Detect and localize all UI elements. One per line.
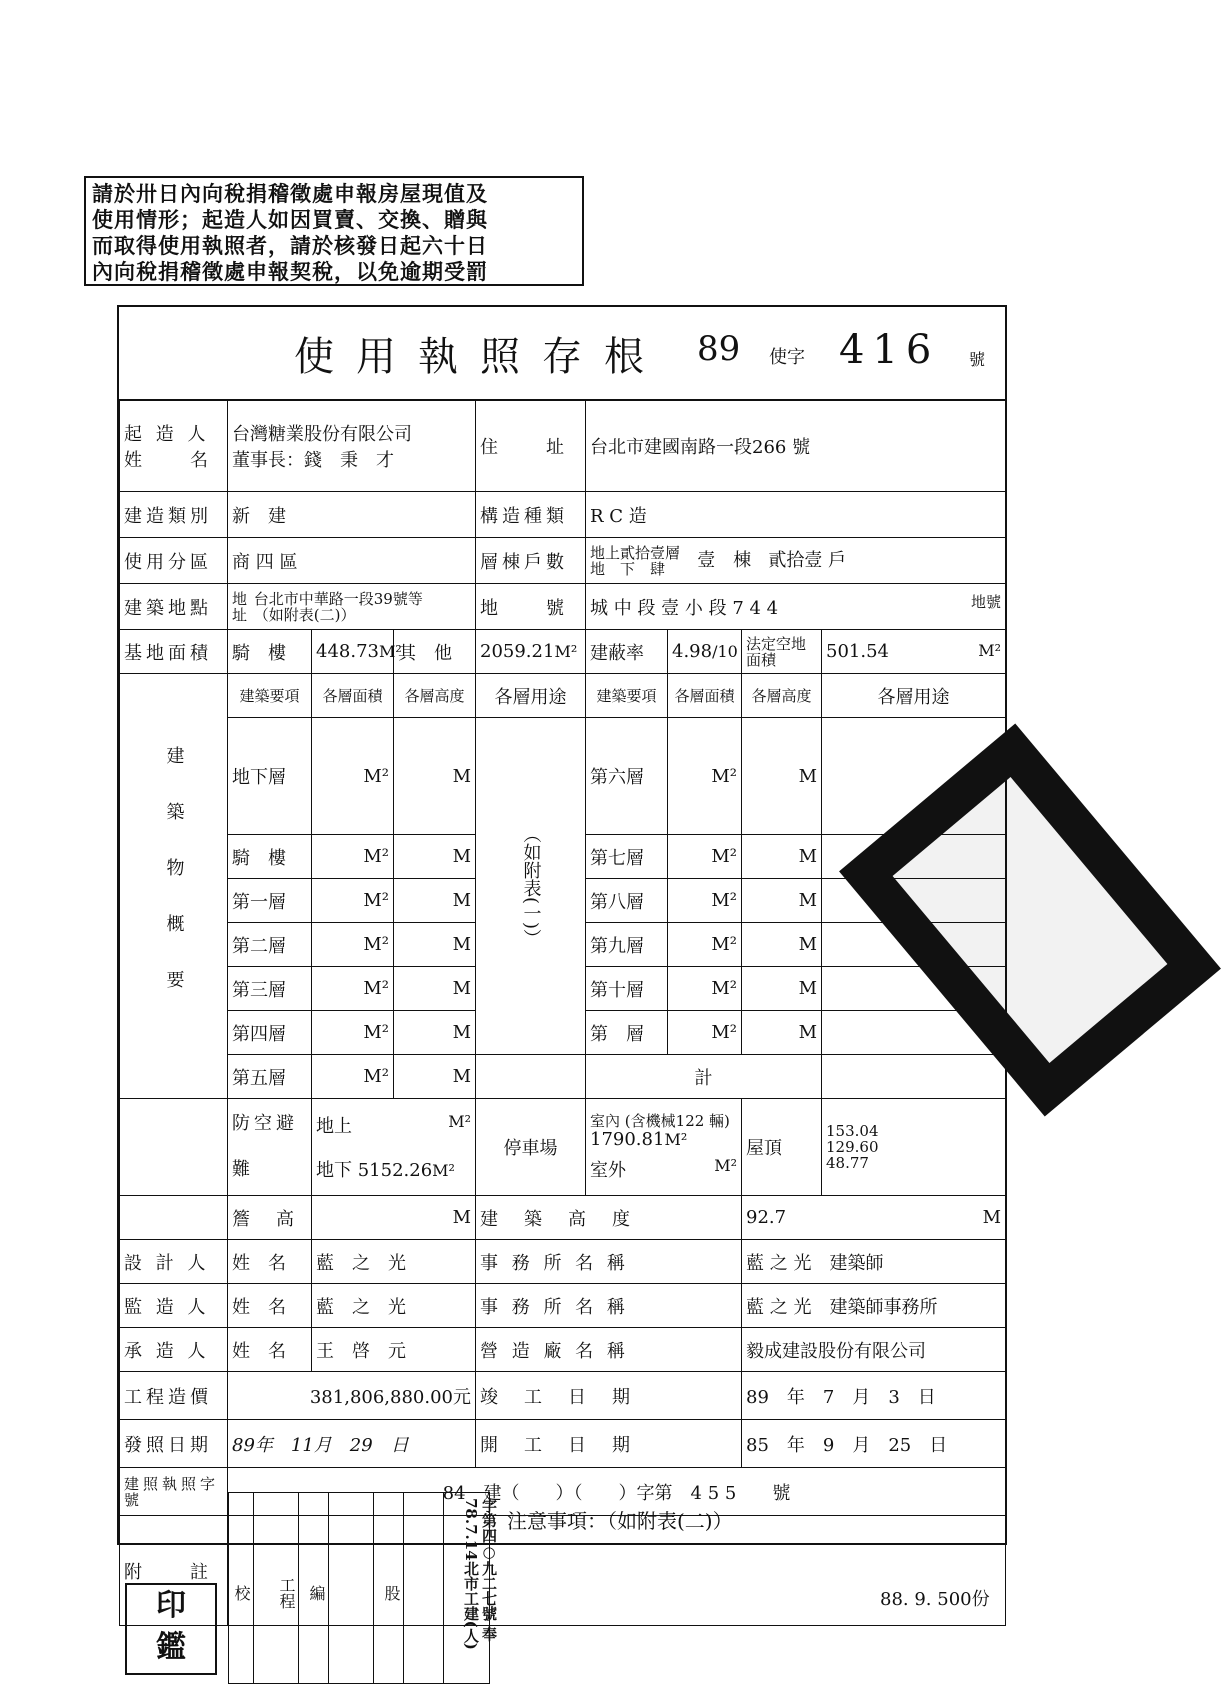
- designer-name: 藍 之 光: [312, 1240, 476, 1284]
- floor-area: M²: [312, 879, 394, 923]
- tax-notice-box: [84, 176, 584, 286]
- official-seal: 印 鑑: [125, 1583, 217, 1675]
- floor-label: 第十層: [586, 967, 668, 1011]
- hdr-use-left: 各層用途: [476, 674, 586, 718]
- build-type: 新 建: [228, 492, 476, 538]
- cost-value: 381,806,880.00元: [228, 1372, 476, 1420]
- floor-height: M: [394, 879, 476, 923]
- struct-type: R C 造: [586, 492, 1006, 538]
- floor-area: M²: [668, 923, 742, 967]
- shelter-values: 地上 M² 地下 5152.26M²: [312, 1099, 476, 1196]
- floor-height: M: [742, 835, 822, 879]
- floor-height: M: [394, 1055, 476, 1099]
- form-code: 88. 9. 500份: [880, 1589, 990, 1610]
- floor-label: 第八層: [586, 879, 668, 923]
- designer-label: 設 計 人: [120, 1240, 228, 1284]
- floor-area: M²: [668, 835, 742, 879]
- floor-label: 第五層: [228, 1055, 312, 1099]
- contractor-firm: 毅成建設股份有限公司: [742, 1328, 1006, 1372]
- empty-cell: [476, 1055, 586, 1099]
- roof-label: 屋頂: [742, 1099, 822, 1196]
- floor-label: 騎 樓: [228, 835, 312, 879]
- floor-area: M²: [668, 967, 742, 1011]
- start-date-label: 開 工 日 期: [476, 1420, 742, 1468]
- issue-date: 89年 11月 29 日: [228, 1420, 476, 1468]
- zone-label: 使用分區: [120, 538, 228, 584]
- floor-count-cell: [586, 538, 1006, 584]
- notice-line: 使用情形；起造人如因買賣、交換、贈與: [92, 207, 488, 232]
- other-label: 其 他: [394, 630, 476, 674]
- floor-area: M²: [312, 718, 394, 835]
- parking-label: 停車場: [476, 1099, 586, 1196]
- floor-label: 第九層: [586, 923, 668, 967]
- building-height-label: 建 築 高 度: [476, 1196, 742, 1240]
- permit-number: 416: [839, 327, 940, 373]
- owner-label: 起 造 人 姓 名: [120, 400, 228, 492]
- floor-area: M²: [312, 1011, 394, 1055]
- eave-height: M: [312, 1196, 476, 1240]
- owner-address: 台北市建國南路一段266 號: [586, 400, 1006, 492]
- contractor-name: 王 啓 元: [312, 1328, 476, 1372]
- designer-name-label: 姓 名: [228, 1240, 312, 1284]
- location-label: 建築地點: [120, 584, 228, 630]
- blank-cell: [404, 1493, 444, 1683]
- permit-hao: 號: [969, 350, 986, 369]
- struct-label: 構造種類: [476, 492, 586, 538]
- shelter-below: 地下 5152.26: [316, 1160, 433, 1181]
- address-label: 住 址: [476, 400, 586, 492]
- floor-label: 第七層: [586, 835, 668, 879]
- location-cell: [228, 584, 476, 630]
- shelter-above: 地上: [316, 1116, 352, 1137]
- floor-height: M: [394, 1011, 476, 1055]
- floor-label: 第二層: [228, 923, 312, 967]
- floor-area: M²: [312, 1055, 394, 1099]
- blank-side: [120, 1099, 228, 1196]
- parking-cell: 室內 (含機械122 輛) 1790.81M² 室外 M²: [586, 1099, 742, 1196]
- permit-no-value: 84 建（ ）（ ）字第 4 5 5 號: [228, 1468, 1006, 1516]
- use-note: （如附表(一)）: [476, 718, 586, 1055]
- edit-cell: 編: [299, 1493, 329, 1683]
- owner-company: 台灣糖業股份有限公司: [232, 423, 412, 445]
- arcade-area: 448.73M²: [312, 630, 394, 674]
- parking-indoor: 1790.81: [590, 1128, 665, 1150]
- floor-height: M: [742, 923, 822, 967]
- location-note: （如附表(二)）: [253, 605, 356, 624]
- lot-label: 地 號: [476, 584, 586, 630]
- floor-label: 第一層: [228, 879, 312, 923]
- open-space-area: 501.54 M²: [822, 630, 1006, 674]
- hdr-item-right: 建築要項: [586, 674, 668, 718]
- section-cell: 股: [374, 1493, 404, 1683]
- hdr-area-left: 各層面積: [312, 674, 394, 718]
- supervisor-office-label: 事 務 所 名 稱: [476, 1284, 742, 1328]
- coverage-label: 建蔽率: [586, 630, 668, 674]
- contractor-firm-label: 營 造 廠 名 稱: [476, 1328, 742, 1372]
- supervisor-office: 藍 之 光 建築師事務所: [742, 1284, 1006, 1328]
- lot-number: 城 中 段 壹 小 段 7 4 4: [590, 597, 779, 619]
- supervisor-name-label: 姓 名: [228, 1284, 312, 1328]
- floor-area: M²: [668, 718, 742, 835]
- total-label: 計: [586, 1055, 822, 1099]
- supervisor-name: 藍 之 光: [312, 1284, 476, 1328]
- cost-label: 工程造價: [120, 1372, 228, 1420]
- floor-height: M: [742, 1011, 822, 1055]
- floor-area: M²: [668, 879, 742, 923]
- permit-table: [119, 399, 1006, 1626]
- hdr-height-right: 各層高度: [742, 674, 822, 718]
- lot-cell: [586, 584, 1006, 630]
- owner-chairman: 董事長：錢 秉 才: [232, 449, 394, 471]
- other-area: 2059.21M²: [476, 630, 586, 674]
- floor-height: M: [394, 923, 476, 967]
- permit-no-label: 建照執照字號: [120, 1468, 228, 1516]
- unit-count: 貳拾壹 戶: [768, 549, 847, 571]
- floors-up: 地上貳拾壹層: [590, 543, 681, 562]
- structure-summary-label: 建築物概要: [120, 674, 228, 1099]
- floor-label: 第三層: [228, 967, 312, 1011]
- building-count: 壹 棟: [697, 549, 752, 571]
- completion-label: 竣 工 日 期: [476, 1372, 742, 1420]
- total-value: [822, 1055, 1006, 1099]
- designer-office: 藍 之 光 建築師: [742, 1240, 1006, 1284]
- title-row: [119, 307, 1005, 401]
- floor-area: M²: [668, 1011, 742, 1055]
- notice-line: 而取得使用執照者，請於核發日起六十日: [92, 233, 488, 258]
- floor-height: M: [394, 835, 476, 879]
- hdr-item-left: 建築要項: [228, 674, 312, 718]
- review-cell: 校: [229, 1493, 254, 1683]
- notice-line: 內向稅捐稽徵處申報契稅，以免逾期受罰: [92, 259, 488, 284]
- open-space-label: 法定空地面積: [742, 630, 822, 674]
- floor-height: M: [742, 718, 822, 835]
- floor-height: M: [394, 718, 476, 835]
- hdr-use-right: 各層用途: [822, 674, 1006, 718]
- start-date: 85 年 9 月 25 日: [742, 1420, 1006, 1468]
- roof-values: 153.04 129.60 48.77: [822, 1099, 1006, 1196]
- remarks-label: 附 註: [120, 1516, 228, 1626]
- floor-label: 第 層: [586, 1011, 668, 1055]
- hdr-height-left: 各層高度: [394, 674, 476, 718]
- owner-cell: [228, 400, 476, 492]
- floor-height: M: [742, 879, 822, 923]
- floor-label: 第四層: [228, 1011, 312, 1055]
- shelter-label: 防空避難: [228, 1099, 312, 1196]
- floor-label: 地下層: [228, 718, 312, 835]
- coverage-value: 4.98/10: [668, 630, 742, 674]
- supervisor-label: 監 造 人: [120, 1284, 228, 1328]
- completion-date: 89 年 7 月 3 日: [742, 1372, 1006, 1420]
- issue-date-label: 發照日期: [120, 1420, 228, 1468]
- permit-zi: 使字: [769, 347, 805, 368]
- site-area-label: 基地面積: [120, 630, 228, 674]
- designer-office-label: 事 務 所 名 稱: [476, 1240, 742, 1284]
- stamp-cell: [329, 1493, 374, 1683]
- location-sub-label: 地址: [232, 589, 248, 624]
- floor-label: 第六層: [586, 718, 668, 835]
- blank-side: [120, 1196, 228, 1240]
- floors-label: 層棟戶數: [476, 538, 586, 584]
- contractor-name-label: 姓 名: [228, 1328, 312, 1372]
- contractor-label: 承 造 人: [120, 1328, 228, 1372]
- build-type-label: 建造類別: [120, 492, 228, 538]
- notice-line: 請於卅日內向稅捐稽徵處申報房屋現值及: [92, 181, 488, 206]
- location: 台北市中華路一段39號等: [253, 589, 423, 608]
- zone: 商 四 區: [228, 538, 476, 584]
- remarks-note: 注意事項：（如附表(二)）: [507, 1509, 733, 1533]
- approval-stamp-text: 字第四○九二七號 奉78.7.14北市工建(人): [462, 1498, 498, 1650]
- floor-area: M²: [312, 923, 394, 967]
- arcade-label: 騎 樓: [228, 630, 312, 674]
- permit-year: 89: [697, 329, 741, 369]
- floors-down: 地 下 肆: [590, 559, 666, 578]
- floor-height: M: [394, 967, 476, 1011]
- engineering-cell: 工程: [254, 1493, 299, 1683]
- lot-unit: 地號: [971, 592, 1002, 611]
- eave-label: 簷 高: [228, 1196, 312, 1240]
- floor-height: M: [742, 967, 822, 1011]
- floor-area: M²: [312, 835, 394, 879]
- form-title: 使用執照存根: [294, 334, 666, 380]
- floor-area: M²: [312, 967, 394, 1011]
- building-height: 92.7 M: [742, 1196, 1006, 1240]
- hdr-area-right: 各層面積: [668, 674, 742, 718]
- parking-mech: (含機械122 輛): [624, 1111, 730, 1130]
